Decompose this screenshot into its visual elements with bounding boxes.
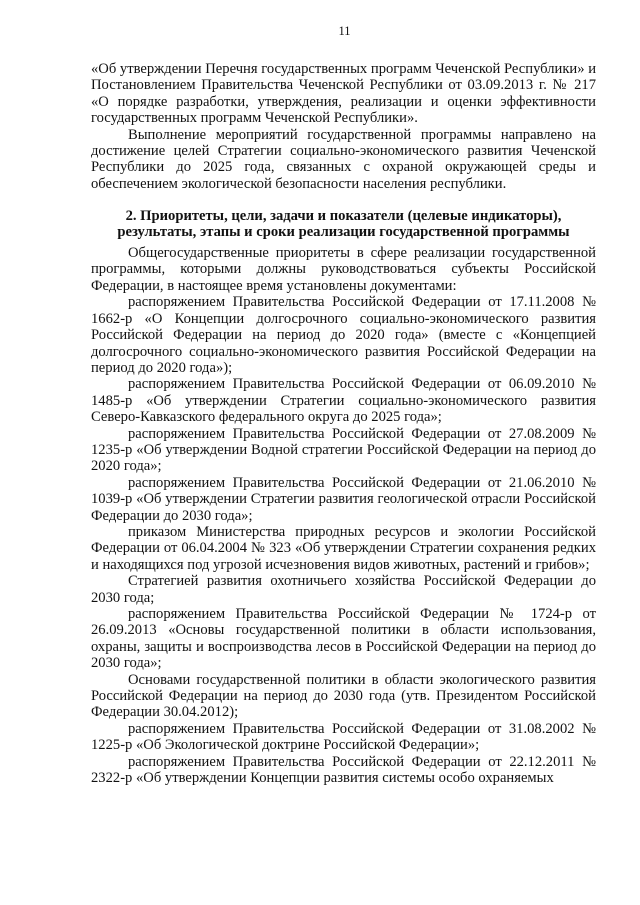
section-heading — [91, 209, 596, 240]
paragraph-priorities: Общегосударственные приоритеты в сфере реализации государственной программы, которыми должны руководствоваться субъекты Российской Федерации, в настоящее время установлены документами: — [91, 245, 596, 294]
list-item-document: распоряжением Правительства Российской Федерации от 06.09.2010 № 1485-р «Об утверждении Стратегии социально-экономического развития Северо-Кавказского федерального округа до 2025 года»; — [91, 376, 596, 426]
list-item-document: распоряжением Правительства Российской Федерации от 21.06.2010 № 1039-р «Об утверждении Стратегии развития геологической отрасли Российской Федерации до 2030 года»; — [91, 474, 596, 524]
list-item-document: распоряжением Правительства Российской Федерации от 27.08.2009 № 1235-р «Об утверждении Водной стратегии Российской Федерации на период до 2020 года»; — [91, 425, 596, 475]
page-number: 11 — [338, 24, 351, 38]
list-item-document: приказом Министерства природных ресурсов и экологии Российской Федерации от 06.04.2004 № 323 «Об утверждении Стратегии сохранения редких и находящихся под угрозой исчезновения видов животных, растений и грибов»; — [91, 523, 596, 573]
section-heading-line-2: результаты, этапы и сроки реализации государственной программы — [117, 223, 570, 240]
list-item-document: распоряжением Правительства Российской Федерации от 17.11.2008 № 1662-р «О Концепции долгосрочного социально-экономического развития Российской Федерации на период до 2020 года» (вместе с «Концепцией долгосрочного социально-экономического развития Российской Федерации на период до 2020 года»); — [91, 294, 596, 376]
section-heading-line-1: 2. Приоритеты, цели, задачи и показатели (целевые индикаторы), — [125, 208, 562, 225]
list-item-document: Стратегией развития охотничьего хозяйства Российской Федерации до 2030 года; — [91, 573, 596, 606]
list-item-document: распоряжением Правительства Российской Федерации от 22.12.2011 № 2322-р «Об утверждении Концепции развития системы особо охраняемых — [91, 753, 596, 787]
list-item-document: распоряжением Правительства Российской Федерации № 1724-р от 26.09.2013 «Основы государственной политики в области использования, охраны, защиты и воспроизводства лесов в Российской Федерации на период до 2030 года»; — [91, 606, 596, 672]
paragraph-continuation: «Об утверждении Перечня государственных программ Чеченской Республики» и Постановлением Правительства Чеченской Республики от 03.09.2013 г. № 217 «О порядке разработки, утверждения, реализации и оценки эффективности государственных программ Чеченской Республики». — [91, 61, 596, 127]
document-page — [91, 20, 596, 786]
list-item-document: Основами государственной политики в области экологического развития Российской Федерации на период до 2030 года (утв. Президентом Российской Федерации 30.04.2012); — [91, 671, 596, 721]
paragraph-goals: Выполнение мероприятий государственной программы направлено на достижение целей Стратегии социально-экономического развития Чеченской Республики до 2025 года, связанных с охраной окружающей среды и обеспечением экологической безопасности населения республики. — [91, 126, 596, 192]
list-item-document: распоряжением Правительства Российской Федерации от 31.08.2002 № 1225-р «Об Экологической доктрине Российской Федерации»; — [91, 720, 596, 754]
document-body — [91, 61, 596, 786]
